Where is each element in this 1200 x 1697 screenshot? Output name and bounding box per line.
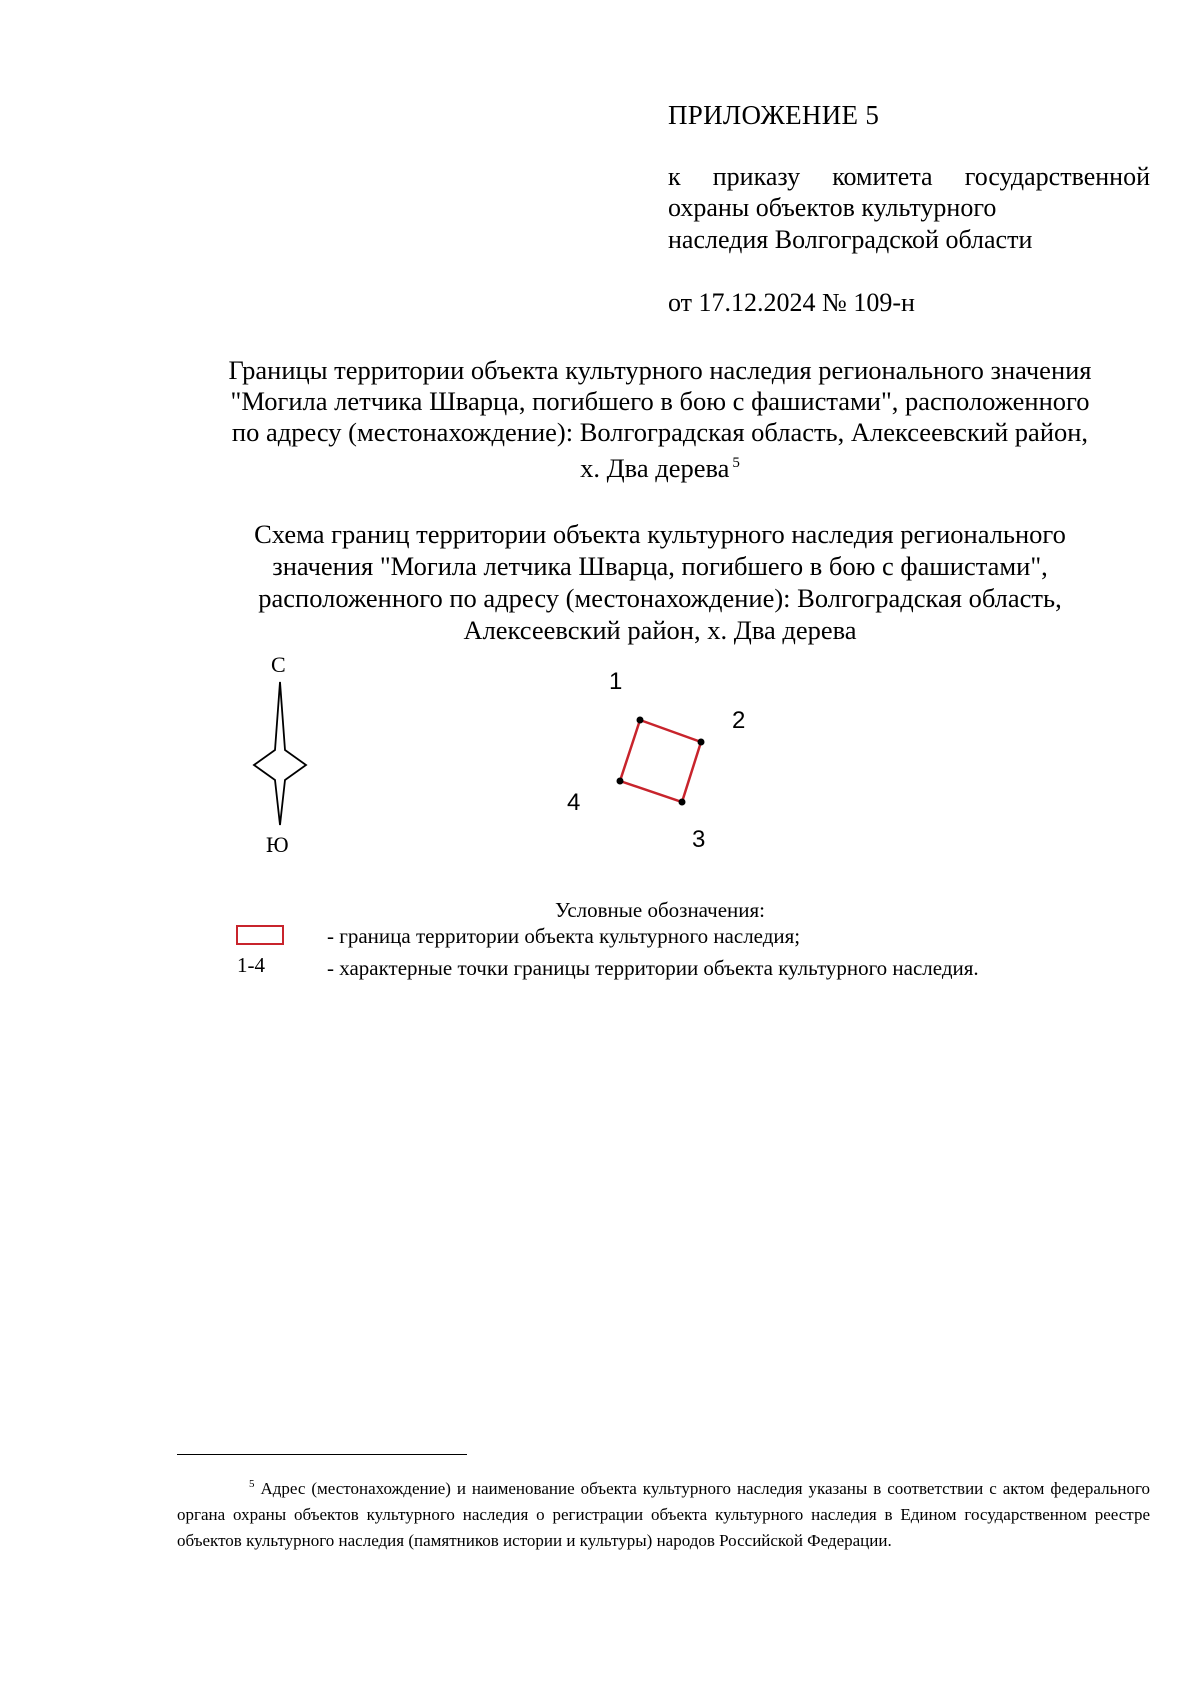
legend-boundary-text: - граница территории объекта культурного наследия; — [327, 924, 801, 948]
point-label-4: 4 — [567, 789, 581, 816]
legend-points-symbol: 1-4 — [237, 953, 265, 977]
point-label-1: 1 — [609, 668, 623, 695]
footnote-separator — [177, 1454, 467, 1455]
order-line-1: к приказу комитета государственной — [668, 162, 1150, 191]
footnote — [177, 1471, 1150, 1554]
document-heading — [0, 355, 1200, 484]
boundary-map — [600, 700, 740, 810]
boundary-point-1-marker — [637, 717, 644, 724]
boundary-polygon — [620, 720, 701, 802]
boundary-point-3-marker — [679, 799, 686, 806]
scheme-line-2: значения "Могила летчика Шварца, погибшего в бою с фашистами", — [272, 551, 1048, 581]
scheme-line-1: Схема границ территории объекта культурного наследия регионального — [254, 519, 1066, 549]
footnote-mark: 5 — [249, 1478, 255, 1490]
scheme-title — [0, 518, 1200, 646]
legend-title: Условные обозначения: — [554, 898, 766, 922]
legend-boundary-swatch — [236, 925, 284, 945]
compass-south-label: Ю — [266, 832, 289, 857]
heading-line-4-text: х. Два дерева — [580, 453, 730, 483]
footnote-reference: 5 — [732, 455, 740, 471]
heading-line-1: Границы территории объекта культурного наследия регионального значения — [228, 355, 1092, 385]
heading-line-2: "Могила летчика Шварца, погибшего в бою с фашистами", расположенного — [230, 386, 1090, 416]
compass-north-label: С — [271, 652, 286, 677]
order-line-2: охраны объектов культурного — [668, 193, 997, 222]
scheme-line-3: расположенного по адресу (местонахождение): Волгоградская область, — [258, 583, 1062, 613]
point-label-2: 2 — [732, 707, 746, 734]
point-label-3: 3 — [692, 826, 706, 853]
order-date: от 17.12.2024 № 109-н — [668, 288, 915, 317]
order-line-3: наследия Волгоградской области — [668, 225, 1033, 254]
heading-line-3: по адресу (местонахождение): Волгоградская область, Алексеевский район, — [231, 417, 1089, 447]
heading-line-4 — [0, 448, 1200, 484]
appendix-title: ПРИЛОЖЕНИЕ 5 — [668, 100, 880, 130]
footnote-text: Адрес (местонахождение) и наименование объекта культурного наследия указаны в соответствии с актом федерального органа охраны объектов культурного наследия о регистрации объекта культурного наследия в Едином государственном реестре объектов культурного наследия (памятников истории и культуры) народов Российской Федерации. — [177, 1479, 1150, 1550]
legend-points-text: - характерные точки границы территории объекта культурного наследия. — [327, 956, 979, 980]
compass-rose-icon — [250, 680, 310, 830]
scheme-line-4: Алексеевский район, х. Два дерева — [463, 615, 857, 645]
boundary-point-2-marker — [698, 739, 705, 746]
boundary-point-4-marker — [617, 778, 624, 785]
